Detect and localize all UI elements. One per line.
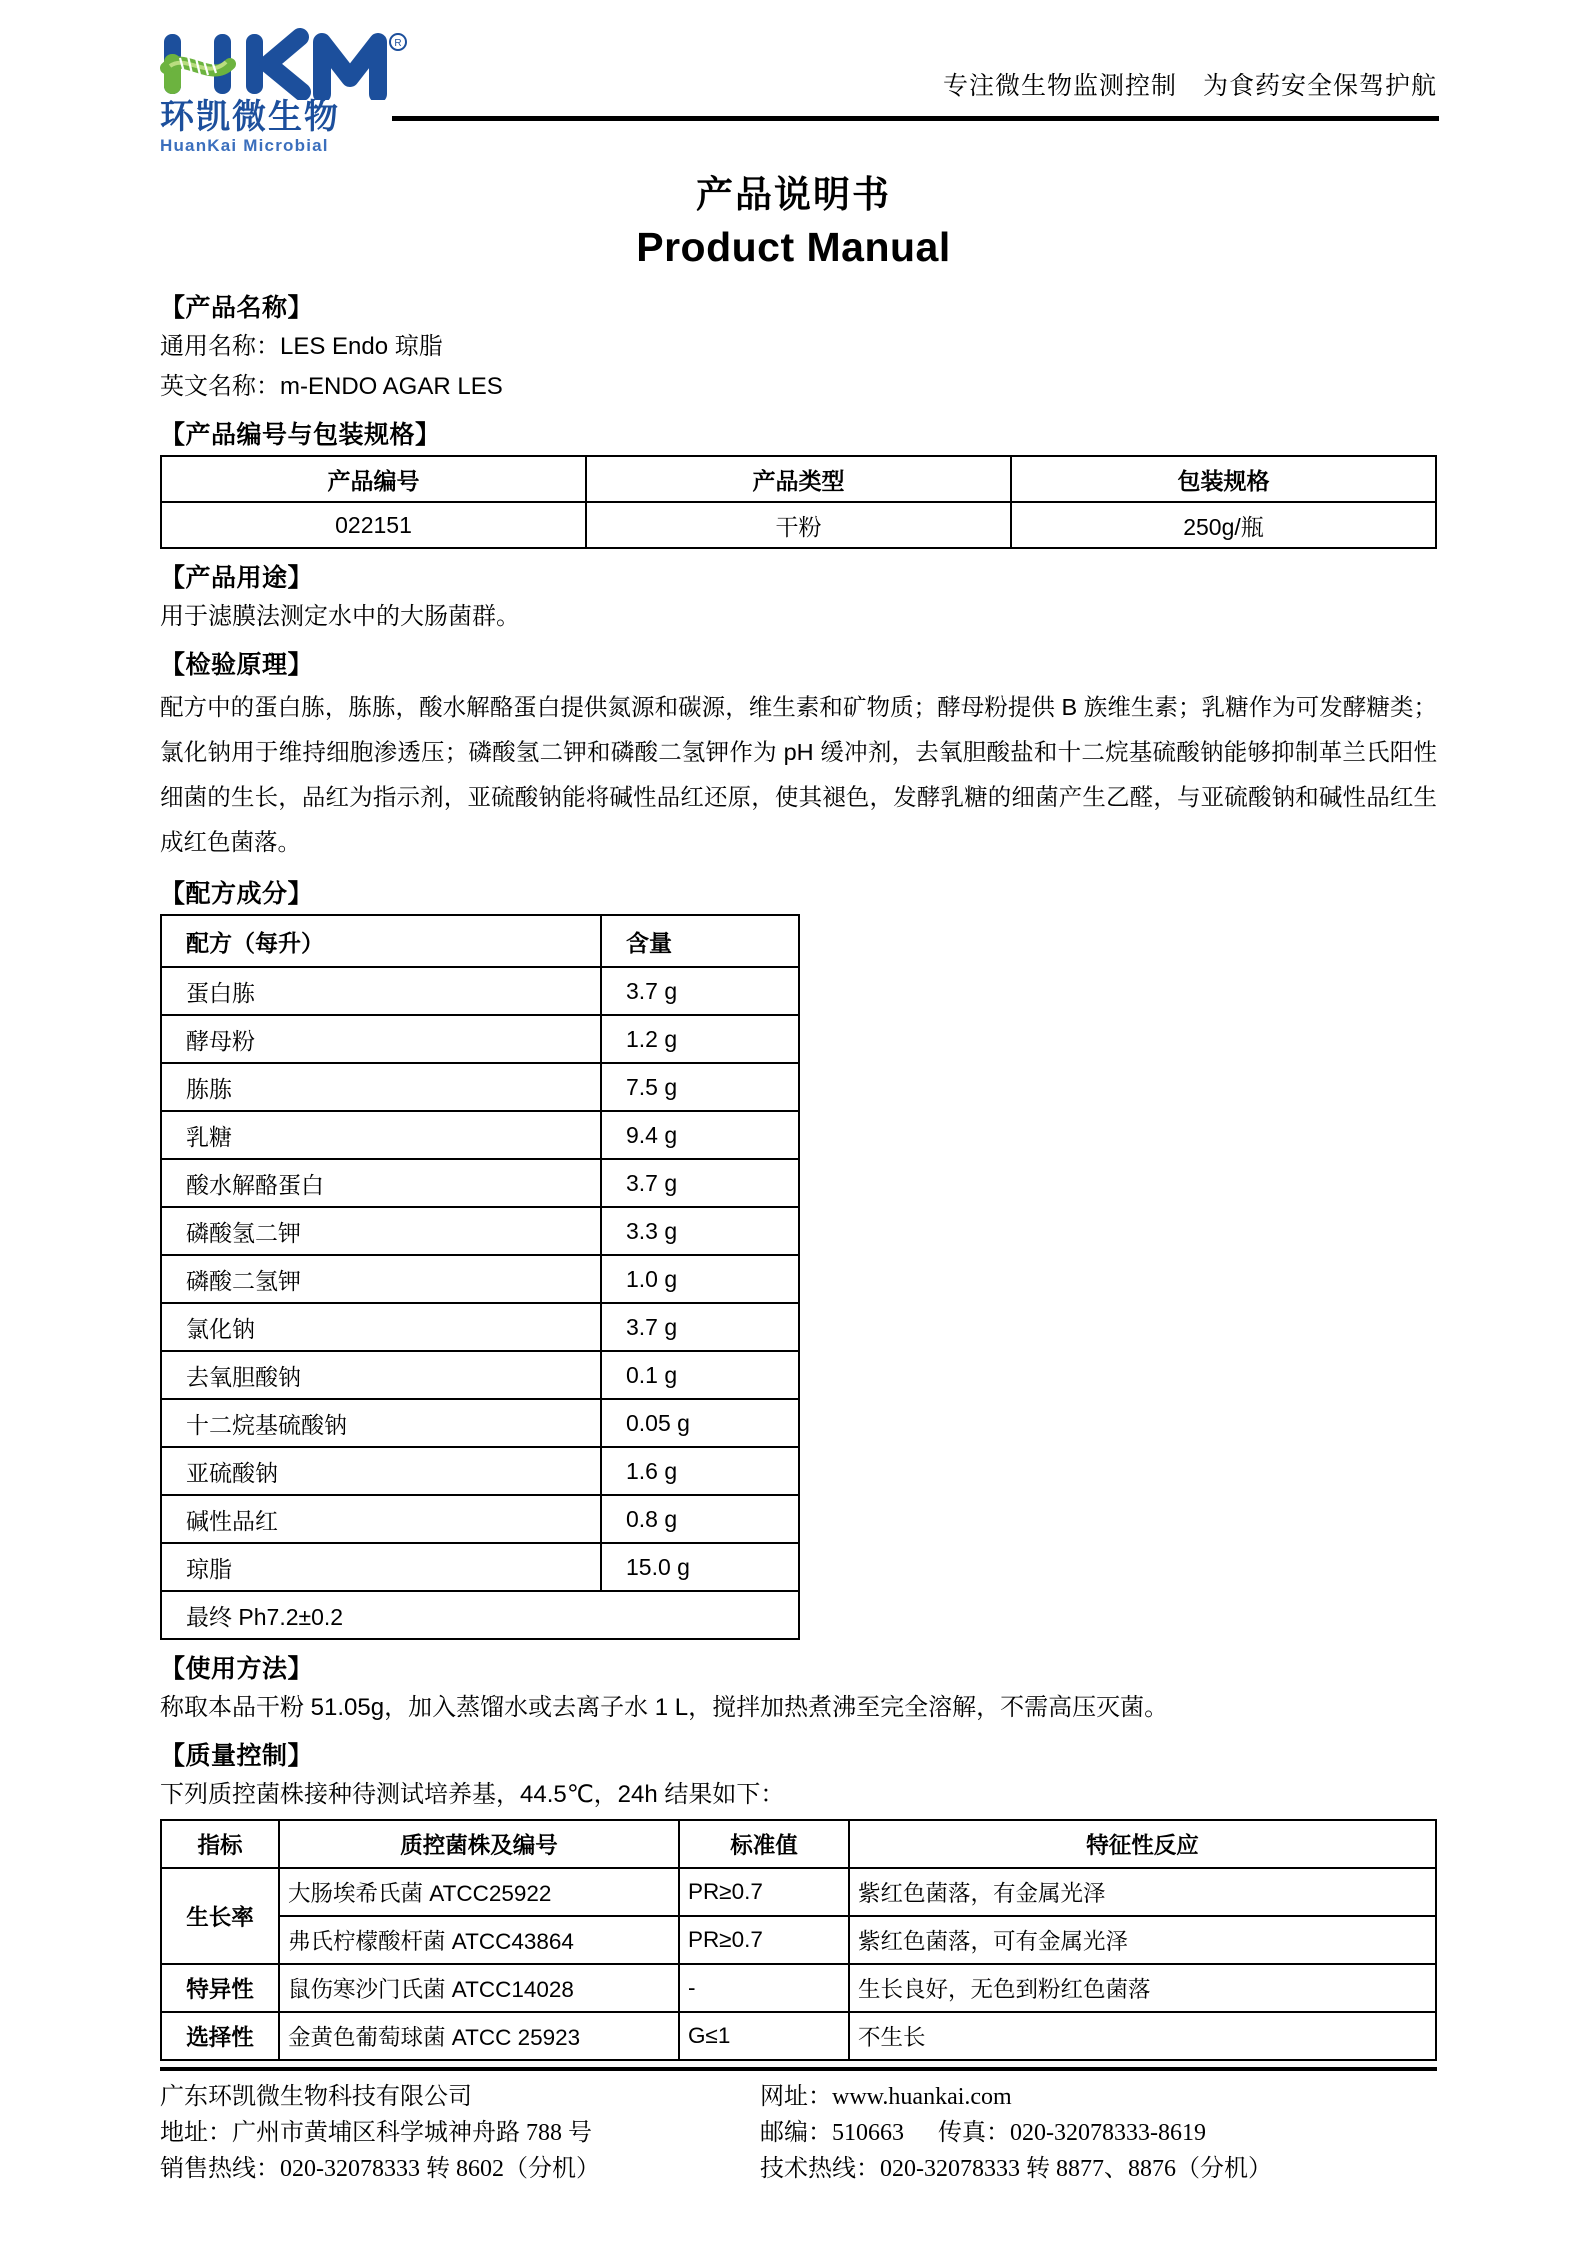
qc-col-strain: 质控菌株及编号 (279, 1820, 679, 1868)
usage-text: 用于滤膜法测定水中的大肠菌群。 (160, 603, 520, 630)
spec-col-code: 产品编号 (161, 456, 586, 502)
qc-standard: PR≥0.7 (679, 1916, 849, 1964)
qc-col-standard: 标准值 (679, 1820, 849, 1868)
english-name-value: m-ENDO AGAR LES (280, 373, 503, 400)
header-divider (392, 116, 1439, 121)
principle-text: 配方中的蛋白胨，胨胨，酸水解酪蛋白提供氮源和碳源，维生素和矿物质；酵母粉提供 B 族维生素；乳糖作为可发酵糖类；氯化钠用于维持细胞渗透压；磷酸氢二钾和磷酸二氢钾作为 pH 缓冲剂，去氧胆酸盐和十二烷基硫酸钠能够抑制革兰氏阳性细菌的生长，品红为指示剂，亚硫酸钠能将碱性品红还原，使其褪色，发酵乳糖的细菌产生乙醛，与亚硫酸钠和碱性品红生成红色菌落。 (160, 694, 1437, 855)
company-logo (160, 28, 450, 155)
document-header (0, 0, 1587, 155)
formula-name: 碱性品红 (161, 1495, 601, 1543)
qc-standard: PR≥0.7 (679, 1868, 849, 1916)
formula-name: 氯化钠 (161, 1303, 601, 1351)
formula-name: 酸水解酪蛋白 (161, 1159, 601, 1207)
header-tagline: 专注微生物监测控制 为食药安全保驾护航 (942, 71, 1437, 100)
section-heading-formula: 【配方成分】 (160, 879, 314, 908)
section-heading-principle: 【检验原理】 (160, 650, 314, 679)
footer-sales-hotline: 销售热线：020-32078333 转 8602（分机） (160, 2156, 600, 2182)
spec-col-package: 包装规格 (1011, 456, 1436, 502)
table-row (161, 1207, 799, 1255)
table-row (161, 1351, 799, 1399)
document-footer (160, 2067, 1437, 2187)
formula-name: 胨胨 (161, 1063, 601, 1111)
generic-name-row (160, 328, 1437, 366)
qc-table-header-row (161, 1820, 1436, 1868)
formula-col-name: 配方（每升） (161, 915, 601, 967)
generic-name-label: 通用名称： (160, 333, 280, 360)
qc-index-selectivity: 选择性 (161, 2012, 279, 2060)
formula-name: 十二烷基硫酸钠 (161, 1399, 601, 1447)
formula-amount: 3.7 g (601, 1159, 799, 1207)
formula-amount: 1.6 g (601, 1447, 799, 1495)
formula-amount: 3.3 g (601, 1207, 799, 1255)
formula-amount: 0.05 g (601, 1399, 799, 1447)
footer-address: 地址：广州市黄埔区科学城神舟路 788 号 (160, 2120, 592, 2146)
table-row (161, 1255, 799, 1303)
formula-table-body (161, 967, 799, 1639)
quality-control-table (160, 1819, 1437, 2061)
table-row (161, 1916, 1436, 1964)
formula-amount: 15.0 g (601, 1543, 799, 1591)
table-row (161, 1111, 799, 1159)
qc-reaction: 不生长 (849, 2012, 1436, 2060)
formula-name: 蛋白胨 (161, 967, 601, 1015)
formula-amount: 1.0 g (601, 1255, 799, 1303)
table-row (161, 1447, 799, 1495)
formula-amount: 7.5 g (601, 1063, 799, 1111)
table-row (161, 1303, 799, 1351)
section-heading-product-name: 【产品名称】 (160, 293, 314, 322)
formula-table (160, 914, 800, 1640)
qc-index-specificity: 特异性 (161, 1964, 279, 2012)
qc-reaction: 紫红色菌落，可有金属光泽 (849, 1916, 1436, 1964)
section-heading-method: 【使用方法】 (160, 1654, 314, 1683)
footer-postcode-fax (760, 2115, 1437, 2151)
footer-divider (160, 2067, 1437, 2071)
document-body (0, 271, 1587, 2061)
table-row-ph (161, 1591, 799, 1639)
hkm-logo-mark (160, 28, 430, 100)
footer-postcode: 邮编：510663 (760, 2120, 904, 2146)
formula-name: 亚硫酸钠 (161, 1447, 601, 1495)
table-row (161, 1868, 1436, 1916)
table-row (161, 967, 799, 1015)
footer-fax: 传真：020-32078333-8619 (938, 2120, 1206, 2146)
logo-name-cn: 环凯微生物 (160, 97, 340, 137)
spec-col-type: 产品类型 (586, 456, 1011, 502)
footer-tech-hotline: 技术热线：020-32078333 转 8877、8876（分机） (760, 2156, 1272, 2182)
qc-reaction: 生长良好，无色到粉红色菌落 (849, 1964, 1436, 2012)
formula-amount: 9.4 g (601, 1111, 799, 1159)
page-title-cn: 产品说明书 (696, 173, 891, 216)
table-row (161, 1015, 799, 1063)
formula-amount: 1.2 g (601, 1015, 799, 1063)
english-name-row (160, 368, 1437, 406)
logo-name-en: HuanKai Microbial (160, 136, 329, 155)
formula-name: 磷酸氢二钾 (161, 1207, 601, 1255)
english-name-label: 英文名称： (160, 373, 280, 400)
qc-strain: 鼠伤寒沙门氏菌 ATCC14028 (279, 1964, 679, 2012)
formula-ph-value: 最终 Ph7.2±0.2 (161, 1591, 799, 1639)
section-heading-spec: 【产品编号与包装规格】 (160, 420, 441, 449)
hkm-wordmark-icon (160, 28, 430, 100)
spec-table (160, 455, 1437, 549)
qc-col-index: 指标 (161, 1820, 279, 1868)
table-row (161, 1964, 1436, 2012)
formula-name: 酵母粉 (161, 1015, 601, 1063)
qc-index-growth-rate: 生长率 (161, 1868, 279, 1964)
footer-right-column (760, 2079, 1437, 2187)
table-row (161, 1495, 799, 1543)
qc-strain: 金黄色葡萄球菌 ATCC 25923 (279, 2012, 679, 2060)
footer-left-column (160, 2079, 760, 2187)
formula-name: 琼脂 (161, 1543, 601, 1591)
formula-amount: 3.7 g (601, 1303, 799, 1351)
qc-strain: 大肠埃希氏菌 ATCC25922 (279, 1868, 679, 1916)
quality-intro-text: 下列质控菌株接种待测试培养基，44.5℃，24h 结果如下： (160, 1781, 785, 1808)
table-row (161, 2012, 1436, 2060)
qc-strain: 弗氏柠檬酸杆菌 ATCC43864 (279, 1916, 679, 1964)
footer-website: 网址：www.huankai.com (760, 2084, 1012, 2110)
page-title-en: Product Manual (636, 224, 951, 270)
svg-text:R: R (394, 38, 402, 49)
method-text: 称取本品干粉 51.05g，加入蒸馏水或去离子水 1 L，搅拌加热煮沸至完全溶解，不需高压灭菌。 (160, 1694, 1169, 1721)
table-row (161, 1543, 799, 1591)
qc-standard: G≤1 (679, 2012, 849, 2060)
spec-value-code: 022151 (161, 502, 586, 548)
table-row (161, 1399, 799, 1447)
generic-name-value: LES Endo 琼脂 (280, 333, 443, 360)
table-row (161, 1159, 799, 1207)
spec-value-type: 干粉 (586, 502, 1011, 548)
formula-name: 磷酸二氢钾 (161, 1255, 601, 1303)
formula-col-amount: 含量 (601, 915, 799, 967)
formula-name: 乳糖 (161, 1111, 601, 1159)
formula-name: 去氧胆酸钠 (161, 1351, 601, 1399)
section-heading-quality: 【质量控制】 (160, 1741, 314, 1770)
formula-amount: 0.1 g (601, 1351, 799, 1399)
section-heading-usage: 【产品用途】 (160, 563, 314, 592)
footer-company-name: 广东环凯微生物科技有限公司 (160, 2084, 472, 2110)
table-row (161, 502, 1436, 548)
table-row (161, 1063, 799, 1111)
qc-reaction: 紫红色菌落，有金属光泽 (849, 1868, 1436, 1916)
spec-value-package: 250g/瓶 (1011, 502, 1436, 548)
formula-amount: 0.8 g (601, 1495, 799, 1543)
qc-standard: - (679, 1964, 849, 2012)
qc-col-reaction: 特征性反应 (849, 1820, 1436, 1868)
formula-table-header-row (161, 915, 799, 967)
spec-table-header-row (161, 456, 1436, 502)
formula-amount: 3.7 g (601, 967, 799, 1015)
